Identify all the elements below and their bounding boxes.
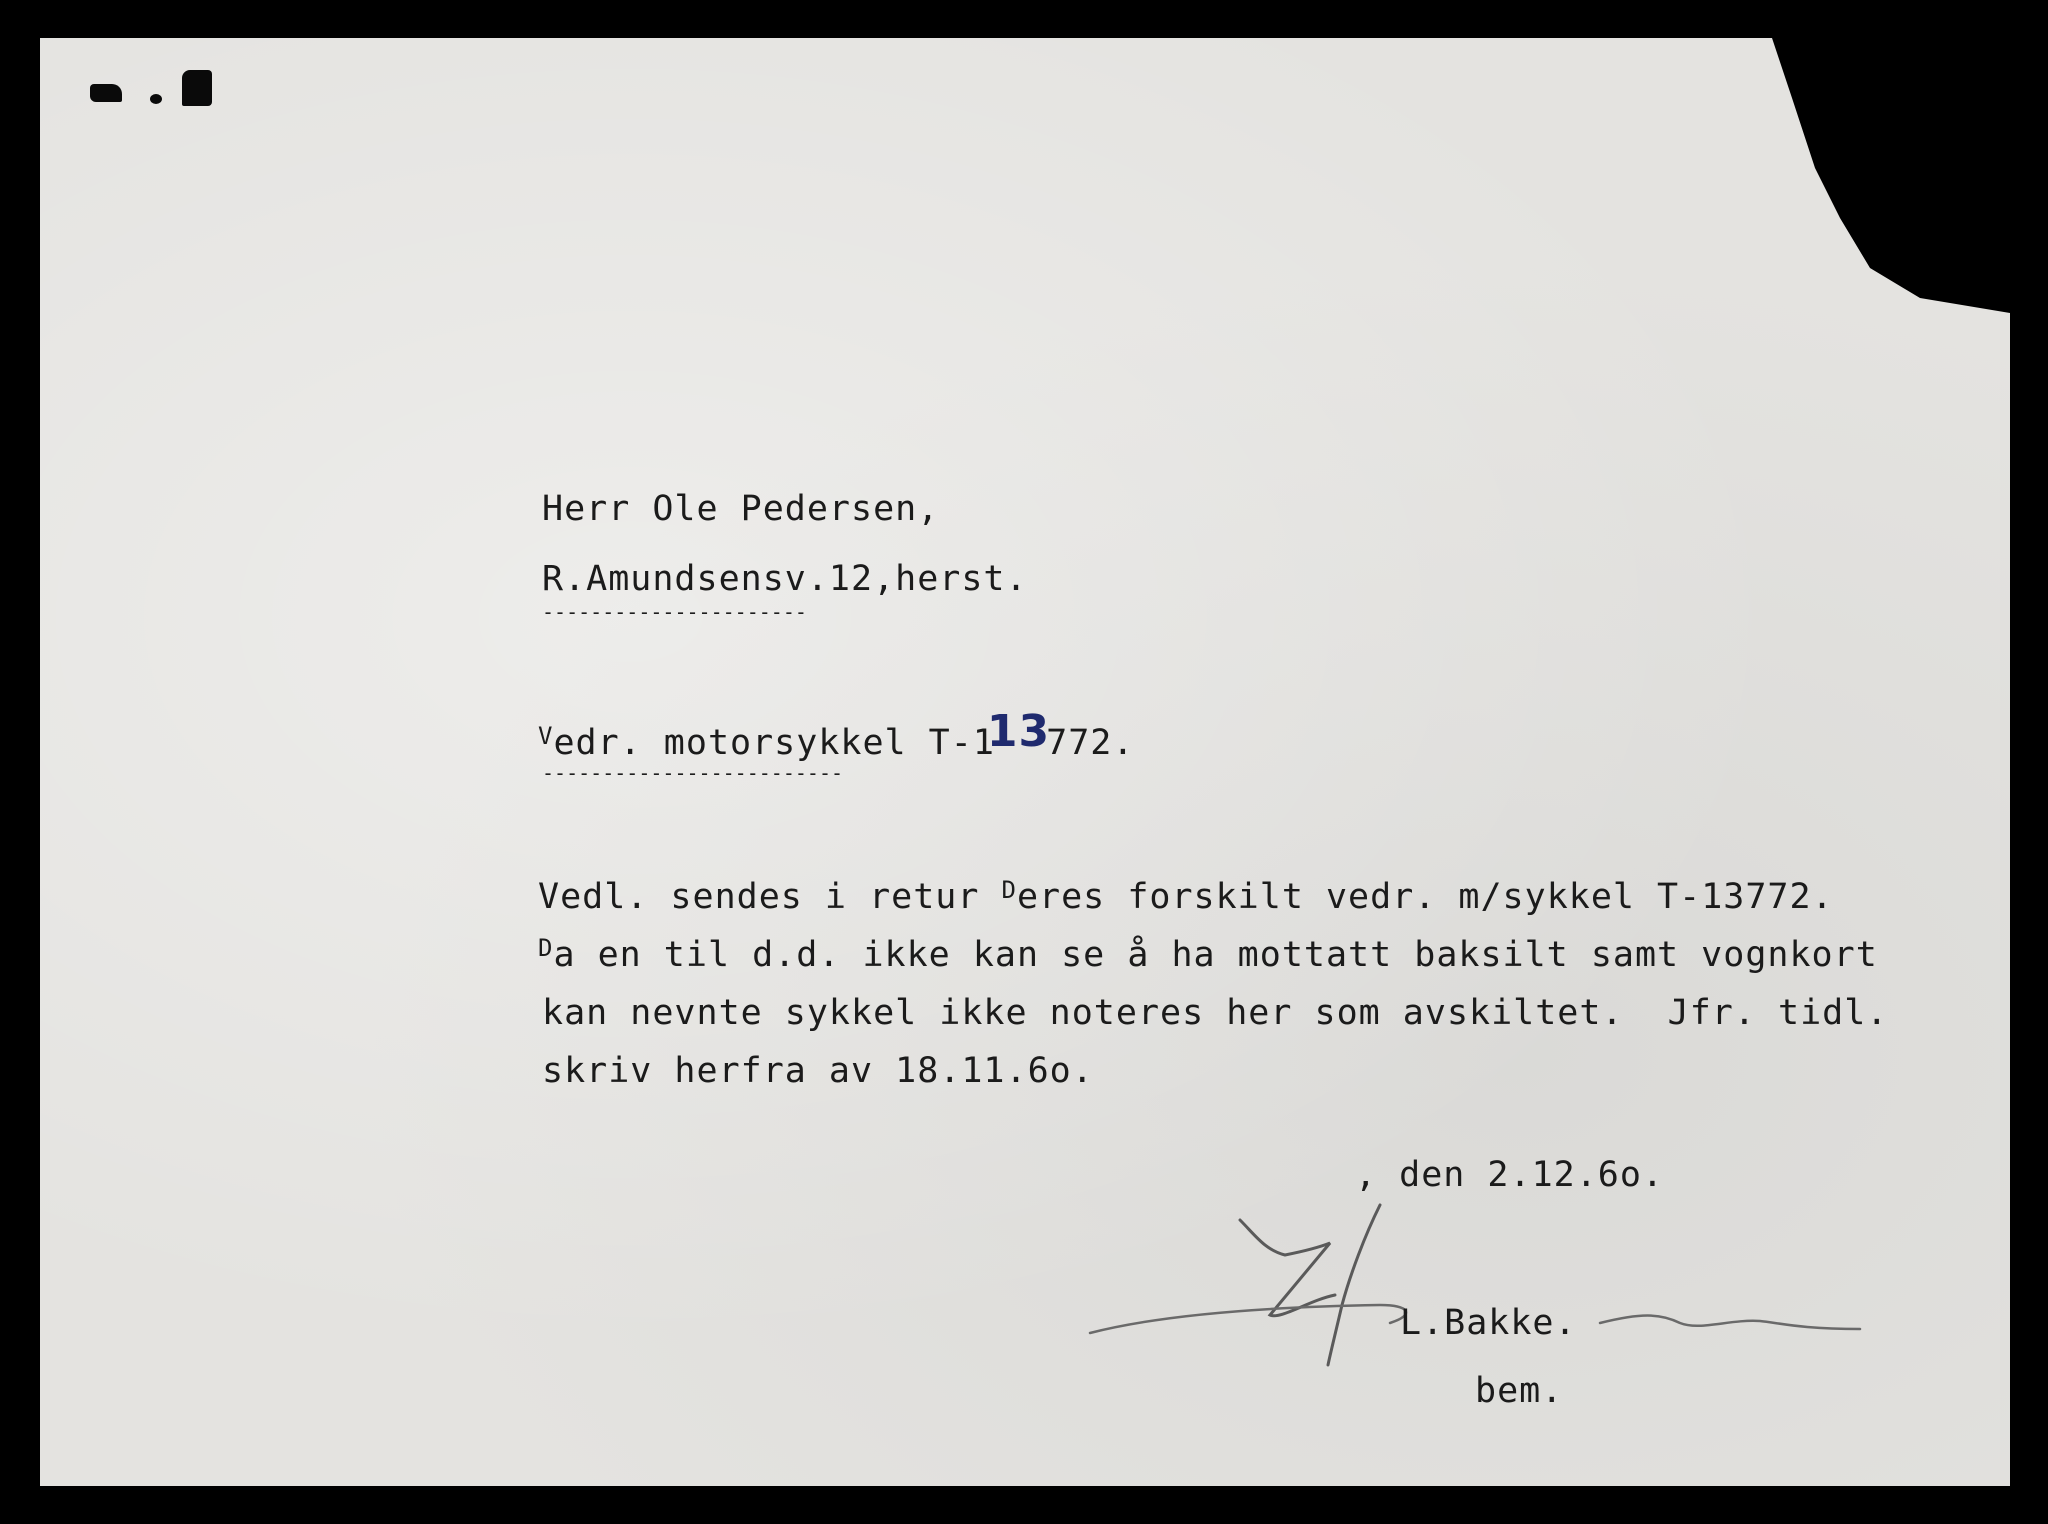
- recipient-name: Herr Ole Pedersen,: [542, 489, 940, 529]
- handwritten-signature: [1080, 1195, 1880, 1375]
- body-line-3: kan nevnte sykkel ikke noteres her som avskiltet. Jfr. tidl.: [542, 993, 1889, 1033]
- signer-title: bem.: [1475, 1371, 1564, 1411]
- subject-text-end: 772.: [1046, 723, 1135, 763]
- corner-mark: [150, 94, 162, 104]
- subject-raised-letter: V: [538, 722, 554, 750]
- body-line-1-start: Vedl. sendes i retur: [538, 877, 1002, 917]
- body-line-2-raised: D: [538, 934, 554, 962]
- subject-text-start: edr. motorsykkel T-1: [553, 723, 995, 763]
- signer-name: L.Bakke.: [1400, 1303, 1577, 1343]
- body-line-1-end: eres forskilt vedr. m/sykkel T-13772.: [1016, 877, 1834, 917]
- ink-correction: 13: [986, 706, 1051, 757]
- body-line-4: skriv herfra av 18.11.6o.: [542, 1051, 1094, 1091]
- corner-mark: [90, 84, 122, 102]
- date-line: , den 2.12.6o.: [1355, 1155, 1665, 1195]
- subject-line: [538, 706, 1135, 763]
- body-line-2: [538, 934, 1878, 975]
- body-line-1: [538, 876, 1834, 917]
- subject-underline: -------------------------: [542, 761, 844, 785]
- body-line-2-text: a en til d.d. ikke kan se å ha mottatt baksilt samt vognkort: [553, 935, 1878, 975]
- body-line-1-raised: D: [1001, 876, 1017, 904]
- recipient-underline: ----------------------: [542, 600, 807, 624]
- recipient-address: R.Amundsensv.12,herst.: [542, 559, 1028, 599]
- corner-mark: [182, 70, 212, 106]
